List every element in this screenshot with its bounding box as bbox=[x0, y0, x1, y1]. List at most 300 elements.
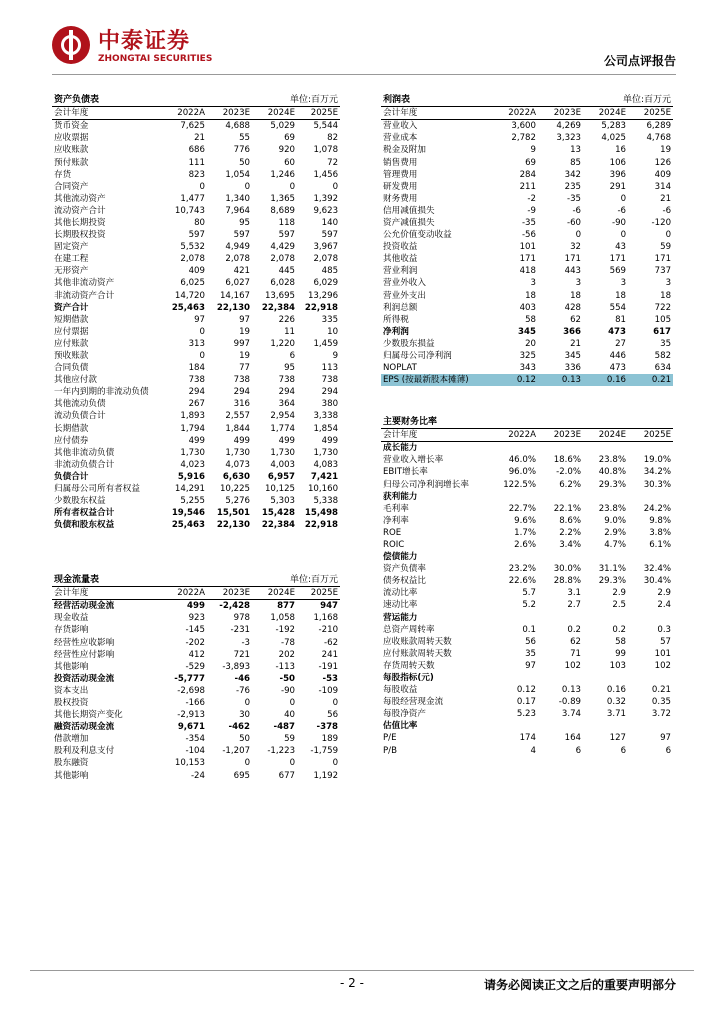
row-label: 应收账款周转天数 bbox=[383, 636, 452, 647]
row-label: 资产合计 bbox=[54, 302, 89, 313]
cell-value: 345 bbox=[564, 351, 582, 362]
row-label: P/E bbox=[383, 733, 397, 744]
table-title-row bbox=[381, 94, 673, 107]
cell-value: 364 bbox=[278, 399, 296, 410]
table-row bbox=[52, 423, 340, 435]
cell-value: 50 bbox=[239, 734, 251, 745]
row-label: 成长能力 bbox=[383, 443, 418, 454]
column-header: 2024E bbox=[583, 107, 628, 120]
report-type-label: 公司点评报告 bbox=[603, 54, 676, 68]
cell-value: -6 bbox=[617, 205, 627, 216]
cell-value: -0.89 bbox=[558, 697, 582, 708]
balance-sheet-table bbox=[52, 94, 340, 531]
cell-value: 294 bbox=[188, 387, 205, 398]
cell-value: 569 bbox=[609, 266, 627, 277]
row-label: 短期借款 bbox=[54, 314, 89, 325]
cell-value: 6,028 bbox=[270, 278, 296, 289]
company-logo bbox=[52, 24, 222, 72]
cell-value: 0.13 bbox=[561, 685, 582, 696]
cell-value: 686 bbox=[188, 145, 205, 156]
cell-value: 6 bbox=[665, 745, 672, 756]
row-label: 流动资产合计 bbox=[54, 205, 106, 216]
cell-value: 325 bbox=[519, 351, 536, 362]
cell-value: 1,730 bbox=[180, 447, 205, 458]
cell-value bbox=[493, 551, 538, 563]
row-label: 净利率 bbox=[383, 515, 409, 526]
cell-value: 0 bbox=[332, 758, 339, 769]
row-label: 其他收益 bbox=[383, 254, 418, 265]
row-label: 股权投资 bbox=[54, 697, 89, 708]
table-row bbox=[52, 673, 340, 685]
row-label: 借款增加 bbox=[54, 734, 89, 745]
cell-value: 499 bbox=[321, 435, 339, 446]
cell-value: 316 bbox=[233, 399, 251, 410]
row-label: 财务费用 bbox=[383, 193, 418, 204]
cell-value: 15,428 bbox=[261, 508, 296, 519]
cash-flow-table bbox=[52, 574, 340, 782]
cell-value: 294 bbox=[278, 387, 296, 398]
cell-value: 6,029 bbox=[313, 278, 339, 289]
cell-value: -60 bbox=[566, 217, 582, 228]
cell-value: 103 bbox=[609, 660, 627, 671]
cell-value bbox=[538, 551, 583, 563]
cell-value: 1,340 bbox=[225, 193, 251, 204]
cell-value: 97 bbox=[194, 314, 205, 325]
cell-value: 4,073 bbox=[225, 459, 251, 470]
column-header: 2025E bbox=[628, 429, 673, 442]
row-label: 营运能力 bbox=[383, 612, 418, 623]
table-unit: 单位:百万元 bbox=[252, 574, 340, 587]
cell-value: 947 bbox=[320, 601, 339, 612]
row-label: NOPLAT bbox=[383, 363, 417, 374]
cell-value: 3.71 bbox=[606, 709, 627, 720]
cell-value: 0.21 bbox=[651, 685, 672, 696]
cell-value: 77 bbox=[239, 363, 251, 374]
cell-value: 43 bbox=[615, 242, 627, 253]
cell-value: 597 bbox=[278, 230, 296, 241]
cell-value: -120 bbox=[651, 217, 672, 228]
row-label: P/B bbox=[383, 745, 397, 756]
cell-value: -78 bbox=[280, 637, 296, 648]
cell-value bbox=[583, 491, 628, 503]
cell-value: 13,695 bbox=[264, 290, 296, 301]
table-row bbox=[381, 169, 673, 181]
column-header: 2022A bbox=[162, 107, 207, 120]
cell-value bbox=[583, 720, 628, 732]
cell-value bbox=[493, 442, 538, 455]
row-label: 固定资产 bbox=[54, 242, 89, 253]
cell-value: 2.9 bbox=[612, 588, 627, 599]
cell-value: 722 bbox=[654, 302, 672, 313]
row-label: 总资产周转率 bbox=[383, 624, 435, 635]
cell-value: 421 bbox=[233, 266, 251, 277]
row-label: 其他非流动资产 bbox=[54, 278, 115, 289]
cell-value: 0.2 bbox=[612, 624, 627, 635]
cell-value: 102 bbox=[564, 660, 582, 671]
column-header: 2022A bbox=[162, 587, 207, 600]
cell-value: 737 bbox=[654, 266, 672, 277]
row-label: 债务权益比 bbox=[383, 576, 426, 587]
cell-value: 21 bbox=[570, 338, 582, 349]
cell-value: 10,153 bbox=[174, 758, 205, 769]
row-label: 应收票据 bbox=[54, 133, 89, 144]
table-row bbox=[52, 435, 340, 447]
cell-value: 30.0% bbox=[553, 564, 582, 575]
cell-value bbox=[628, 612, 673, 624]
cell-value: 106 bbox=[609, 157, 627, 168]
row-label: 存货影响 bbox=[54, 625, 89, 636]
cell-value: 19,546 bbox=[171, 508, 205, 519]
row-label: 营业收入增长率 bbox=[383, 455, 444, 466]
table-row bbox=[52, 447, 340, 459]
cell-value: 171 bbox=[609, 254, 627, 265]
table-row bbox=[52, 314, 340, 326]
cell-value: 1,392 bbox=[313, 193, 339, 204]
cell-value bbox=[628, 720, 673, 732]
cell-value: 0 bbox=[332, 181, 339, 192]
table-row bbox=[381, 708, 673, 720]
cell-value: 96.0% bbox=[508, 467, 536, 478]
cell-value bbox=[538, 720, 583, 732]
table-row bbox=[52, 205, 340, 217]
row-label: 应付债券 bbox=[54, 435, 89, 446]
cell-value bbox=[583, 551, 628, 563]
cell-value: 126 bbox=[654, 157, 672, 168]
cell-value: 3 bbox=[575, 278, 582, 289]
table-row bbox=[52, 612, 340, 624]
row-label: 所有者权益合计 bbox=[54, 508, 115, 519]
cell-value: -210 bbox=[318, 625, 339, 636]
cell-value: 4 bbox=[530, 745, 536, 756]
cell-value: 2.9 bbox=[657, 588, 672, 599]
row-label: 流动比率 bbox=[383, 588, 418, 599]
cell-value: 16 bbox=[615, 145, 627, 156]
cell-value: 101 bbox=[654, 648, 672, 659]
table-unit: 单位:百万元 bbox=[583, 94, 673, 107]
cell-value: 396 bbox=[609, 169, 627, 180]
cell-value: 1,844 bbox=[225, 423, 251, 434]
cell-value: 102 bbox=[654, 660, 672, 671]
cell-value: 5,916 bbox=[177, 471, 205, 482]
cell-value: 0 bbox=[199, 181, 205, 192]
cell-value: 5.2 bbox=[522, 600, 536, 611]
cell-value: 171 bbox=[654, 254, 672, 265]
row-label: 管理费用 bbox=[383, 169, 418, 180]
column-header: 会计年度 bbox=[52, 107, 162, 120]
table-row bbox=[52, 636, 340, 648]
table-row bbox=[52, 193, 340, 205]
cell-value: 171 bbox=[564, 254, 582, 265]
table-row bbox=[52, 290, 340, 302]
table-row bbox=[381, 745, 673, 757]
table-row bbox=[381, 326, 673, 338]
cell-value: 0.12 bbox=[516, 685, 536, 696]
cell-value bbox=[538, 491, 583, 503]
cell-value: 22,130 bbox=[216, 520, 251, 531]
table-row bbox=[52, 745, 340, 757]
cell-value: 21 bbox=[194, 133, 205, 144]
cell-value: 14,291 bbox=[174, 484, 205, 495]
cell-value: 31.1% bbox=[598, 564, 627, 575]
cell-value: 313 bbox=[188, 338, 205, 349]
table-row bbox=[381, 241, 673, 253]
table-row bbox=[381, 660, 673, 672]
cell-value: 40 bbox=[284, 710, 296, 721]
cell-value: 0 bbox=[620, 230, 627, 241]
cell-value: 59 bbox=[660, 242, 672, 253]
row-label: 预付账款 bbox=[54, 157, 89, 168]
cell-value: 23.8% bbox=[598, 503, 627, 514]
cell-value: 18 bbox=[615, 290, 627, 301]
row-label: ROE bbox=[383, 527, 402, 538]
table-row bbox=[381, 302, 673, 314]
row-label: 每股收益 bbox=[383, 685, 418, 696]
cell-value: 171 bbox=[519, 254, 536, 265]
cell-value: 403 bbox=[519, 302, 536, 313]
table-row bbox=[381, 454, 673, 466]
cell-value: 30 bbox=[239, 710, 251, 721]
row-label: 经营活动现金流 bbox=[54, 601, 115, 612]
cell-value: 15,498 bbox=[304, 508, 339, 519]
cell-value: -191 bbox=[318, 661, 339, 672]
cell-value: 58 bbox=[615, 636, 627, 647]
row-label: 偿债能力 bbox=[383, 552, 418, 563]
table-row bbox=[381, 350, 673, 362]
cell-value: 25,463 bbox=[171, 520, 205, 531]
table-row bbox=[381, 229, 673, 241]
cell-value: 50 bbox=[239, 157, 251, 168]
table-header-row bbox=[52, 587, 340, 600]
table-row bbox=[52, 302, 340, 314]
cell-value: 5,276 bbox=[225, 496, 251, 507]
cell-value: 1,730 bbox=[270, 447, 296, 458]
cell-value: 428 bbox=[564, 302, 582, 313]
cell-value: -5,777 bbox=[174, 673, 205, 684]
cell-value: 3,967 bbox=[313, 242, 339, 253]
cell-value: 597 bbox=[321, 230, 339, 241]
cell-value: 28.8% bbox=[553, 576, 582, 587]
table-row bbox=[381, 181, 673, 193]
cell-value: 105 bbox=[654, 314, 672, 325]
row-label: 其他非流动负债 bbox=[54, 447, 115, 458]
table-row bbox=[52, 386, 340, 398]
cell-value: 226 bbox=[278, 314, 296, 325]
cell-value: 4,269 bbox=[556, 121, 582, 132]
cell-value: 29.3% bbox=[598, 479, 627, 490]
cell-value: 294 bbox=[321, 387, 339, 398]
cell-value bbox=[538, 672, 583, 684]
cell-value: 2,557 bbox=[225, 411, 251, 422]
cell-value: -76 bbox=[235, 685, 251, 696]
cell-value: -166 bbox=[185, 697, 205, 708]
table-row bbox=[52, 156, 340, 168]
table-row bbox=[52, 362, 340, 374]
cell-value: 1,459 bbox=[313, 338, 339, 349]
cell-value: 412 bbox=[188, 649, 205, 660]
cell-value: 140 bbox=[321, 217, 339, 228]
table-row bbox=[381, 253, 673, 265]
cell-value: 4,083 bbox=[313, 459, 339, 470]
table-row bbox=[52, 459, 340, 471]
row-label: 经营性应收影响 bbox=[54, 637, 115, 648]
cell-value: 1,078 bbox=[313, 145, 339, 156]
column-header: 2023E bbox=[538, 429, 583, 442]
cell-value: 9.8% bbox=[649, 515, 672, 526]
column-header: 2023E bbox=[538, 107, 583, 120]
row-label: 获利能力 bbox=[383, 491, 418, 502]
table-row bbox=[381, 551, 673, 563]
row-label: 无形资产 bbox=[54, 266, 89, 277]
cell-value: 9,671 bbox=[177, 722, 205, 733]
cell-value: 0.16 bbox=[583, 374, 628, 386]
cell-value: 2,954 bbox=[270, 411, 296, 422]
logo-mark-icon bbox=[52, 26, 90, 64]
cell-value: 4,023 bbox=[180, 459, 205, 470]
cell-value: -109 bbox=[318, 685, 339, 696]
cell-value: 4,025 bbox=[601, 133, 627, 144]
table-row bbox=[52, 169, 340, 181]
row-label: 其他流动负债 bbox=[54, 399, 106, 410]
cell-value: 5,338 bbox=[313, 496, 339, 507]
cell-value: -56 bbox=[521, 230, 536, 241]
table-row bbox=[381, 527, 673, 539]
cell-value: -1,207 bbox=[222, 746, 251, 757]
cell-value: -231 bbox=[230, 625, 251, 636]
table-row bbox=[381, 362, 673, 374]
cell-value: 597 bbox=[233, 230, 251, 241]
cell-value: 10,125 bbox=[264, 484, 296, 495]
cell-value bbox=[583, 442, 628, 455]
table-row bbox=[381, 120, 673, 133]
cell-value: 10,743 bbox=[174, 205, 205, 216]
row-label: 经营性应付影响 bbox=[54, 649, 115, 660]
cell-value: 0 bbox=[289, 697, 296, 708]
cell-value: 23.8% bbox=[598, 455, 627, 466]
column-header: 会计年度 bbox=[381, 429, 493, 442]
cell-value bbox=[583, 672, 628, 684]
row-label: 负债合计 bbox=[54, 471, 89, 482]
cell-value: 95 bbox=[284, 363, 296, 374]
row-label: 每股净资产 bbox=[383, 709, 426, 720]
cell-value: 823 bbox=[188, 169, 205, 180]
table-row bbox=[381, 338, 673, 350]
row-label: 资本支出 bbox=[54, 685, 89, 696]
cell-value: 0.16 bbox=[606, 685, 627, 696]
cell-value: 473 bbox=[608, 326, 627, 337]
cell-value: 7,964 bbox=[225, 205, 251, 216]
row-label: 所得税 bbox=[383, 314, 409, 325]
row-label: 其他影响 bbox=[54, 661, 89, 672]
logo-chinese-name: 中泰证券 bbox=[98, 29, 191, 54]
cell-value: -3 bbox=[241, 637, 251, 648]
table-row bbox=[381, 636, 673, 648]
cell-value: 34.2% bbox=[643, 467, 672, 478]
cell-value: 4,429 bbox=[270, 242, 296, 253]
table-row bbox=[381, 442, 673, 455]
cell-value: 978 bbox=[233, 613, 251, 624]
table-row bbox=[52, 661, 340, 673]
cell-value: 80 bbox=[194, 217, 205, 228]
row-label: 在建工程 bbox=[54, 254, 89, 265]
cell-value: 5,532 bbox=[180, 242, 205, 253]
cell-value: 9 bbox=[332, 351, 339, 362]
cell-value: 8,689 bbox=[270, 205, 296, 216]
cell-value: 22,918 bbox=[304, 302, 339, 313]
cell-value: 1,192 bbox=[313, 770, 339, 781]
cell-value: 6,630 bbox=[222, 471, 251, 482]
cell-value: 634 bbox=[654, 363, 672, 374]
column-header: 会计年度 bbox=[52, 587, 162, 600]
row-label: 合同资产 bbox=[54, 181, 89, 192]
cell-value: 380 bbox=[321, 399, 339, 410]
table-row bbox=[52, 483, 340, 495]
row-label: 销售费用 bbox=[383, 157, 418, 168]
cell-value: -2,698 bbox=[177, 685, 205, 696]
table-row bbox=[381, 132, 673, 144]
cell-value: 55 bbox=[239, 133, 251, 144]
cell-value: 19 bbox=[660, 145, 672, 156]
cell-value: 24.2% bbox=[643, 503, 672, 514]
row-label: 应收账款 bbox=[54, 145, 89, 156]
cell-value: 99 bbox=[615, 648, 627, 659]
cell-value: 127 bbox=[609, 733, 627, 744]
table-row bbox=[52, 507, 340, 519]
table-row bbox=[381, 144, 673, 156]
row-label: 应付账款 bbox=[54, 338, 89, 349]
cell-value bbox=[628, 551, 673, 563]
cell-value: -2,428 bbox=[219, 601, 251, 612]
table-row bbox=[381, 193, 673, 205]
cell-value: 202 bbox=[278, 649, 296, 660]
table-row bbox=[52, 685, 340, 697]
table-row bbox=[381, 720, 673, 732]
cell-value: 6.1% bbox=[649, 539, 672, 550]
cell-value: -202 bbox=[185, 637, 205, 648]
cell-value: 0.13 bbox=[538, 374, 583, 386]
cell-value: 499 bbox=[188, 435, 205, 446]
cell-value: 122.5% bbox=[503, 479, 536, 490]
cell-value bbox=[538, 612, 583, 624]
row-label: 资产负债率 bbox=[383, 564, 426, 575]
cell-value: 2,078 bbox=[225, 254, 251, 265]
financial-ratios-table bbox=[381, 416, 673, 757]
cell-value bbox=[493, 720, 538, 732]
cell-value: 56 bbox=[525, 636, 536, 647]
table-row bbox=[52, 757, 340, 769]
column-header: 2024E bbox=[583, 429, 628, 442]
cell-value: -3,893 bbox=[222, 661, 251, 672]
row-label: 非流动资产合计 bbox=[54, 290, 115, 301]
cell-value: 22,384 bbox=[261, 520, 296, 531]
cell-value bbox=[493, 672, 538, 684]
cell-value: -46 bbox=[234, 673, 251, 684]
table-row bbox=[52, 721, 340, 733]
cell-value: 2,078 bbox=[313, 254, 339, 265]
table-row bbox=[381, 478, 673, 490]
table-row bbox=[52, 350, 340, 362]
cell-value: -104 bbox=[185, 746, 205, 757]
cell-value: 101 bbox=[519, 242, 536, 253]
column-header: 2025E bbox=[628, 107, 673, 120]
table-row bbox=[52, 733, 340, 745]
table-row bbox=[381, 672, 673, 684]
cell-value: 235 bbox=[564, 181, 582, 192]
row-label: 投资收益 bbox=[383, 242, 418, 253]
cell-value: 3 bbox=[530, 278, 536, 289]
cell-value: 738 bbox=[233, 375, 251, 386]
cell-value: 2.4 bbox=[657, 600, 672, 611]
cell-value: 40.8% bbox=[598, 467, 627, 478]
